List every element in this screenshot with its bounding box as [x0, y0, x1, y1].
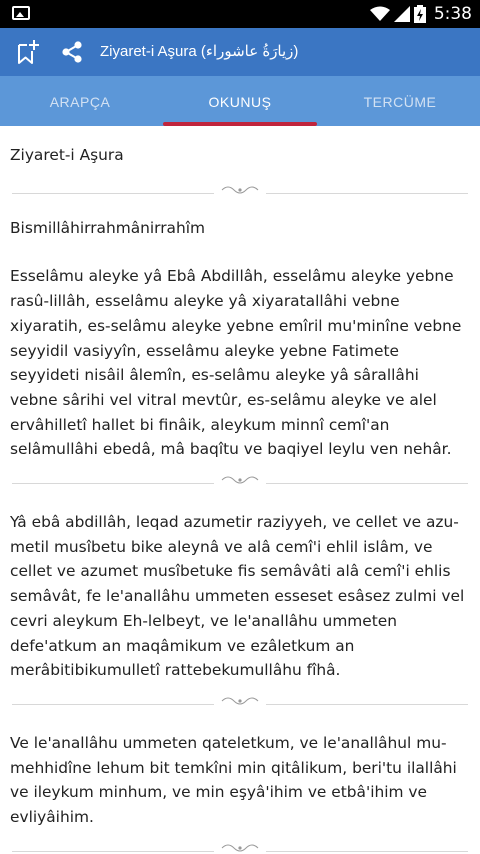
ornament-divider: [12, 180, 468, 206]
share-icon: [61, 41, 83, 63]
tab-bar: [0, 76, 480, 126]
paragraph-leanallahu: Ve le'anallâhu ummeten qateletkum, ve le'anallâhul mu-mehhidîne lehum bit temkîni min qitâlikum, beri'tu ilallâhi ve ileykum minhum, ve min eşyâ'ihim ve etbâ'ihim ve evliyâihim.: [10, 733, 457, 827]
status-time: 5:38: [433, 4, 472, 24]
ornament-icon: [214, 842, 266, 854]
signal-icon: [394, 6, 410, 22]
paragraph-selam: Esselâmu aleyke yâ Ebâ Abdillâh, esselâmu aleyke yebne rasû-lillâh, esselâmu aleyke yâ xiyaratallâhi vebne xiyaratih, es-selâmu aleyke yebne emîril mu'minîne vebne seyyidil vasiyyîn, esselâmu aleyke yebne Fatimete seyyideti nisâil âlemîn, es-selâmu aleyke yâ sârallâhi vebne sârihi vel vitral mevtûr, es-selâmu aleyke ve alel ervâhilletî hallet bi finâik, aleykum minnî cemî'an selâmullâhi ebedâ, mâ baqîtu ve baqiyel leylu ven nehâr.: [10, 267, 462, 459]
ornament-icon: [214, 184, 266, 196]
battery-icon: [414, 5, 426, 23]
ornament-divider: [12, 691, 468, 717]
ornament-icon: [214, 474, 266, 486]
tab-arapca[interactable]: [0, 76, 160, 126]
bookmark-add-icon: [16, 39, 40, 65]
tab-label: TERCÜME: [363, 94, 437, 110]
share-button[interactable]: [52, 28, 92, 76]
add-bookmark-button[interactable]: [8, 28, 48, 76]
tab-label: ARAPÇA: [49, 94, 111, 110]
paragraph-bismillah: Bismillâhirrahmânirrahîm: [10, 218, 205, 237]
gallery-notification-icon: [12, 6, 30, 20]
ornament-divider: [12, 838, 468, 854]
status-icons: [370, 0, 472, 28]
tab-okunus[interactable]: [160, 76, 320, 126]
status-bar: [0, 0, 480, 28]
tab-tercume[interactable]: [320, 76, 480, 126]
ornament-icon: [214, 695, 266, 707]
content-heading: Ziyaret-i Aşura: [10, 146, 124, 164]
page-title: Ziyaret-i Aşura (زيارَةُ عاشوراء): [100, 43, 299, 60]
tab-label: OKUNUŞ: [208, 94, 272, 110]
wifi-icon: [370, 6, 390, 22]
paragraph-ya-eba: Yâ ebâ abdillâh, leqad azumetir raziyyeh, ve cellet ve azu-metil musîbetu bike aleynâ ve alâ cemî'i ehlil islâm, ve cellet ve azumet musîbetuke fis semâvâti alâ cemî'i ehlis semâvât, fe le'anallâhu ummeten esseset esâsez zulmi vel cevri aleykum Eh-lelbeyt, ve le'anallâhu ummeten defe'atkum an maqâmikum ve ezâletkum an merâbitibikumulletî rattebekumullâhu fîhâ.: [10, 513, 465, 680]
app-bar: [0, 28, 480, 76]
reading-content[interactable]: [0, 126, 480, 854]
ornament-divider: [12, 470, 468, 496]
